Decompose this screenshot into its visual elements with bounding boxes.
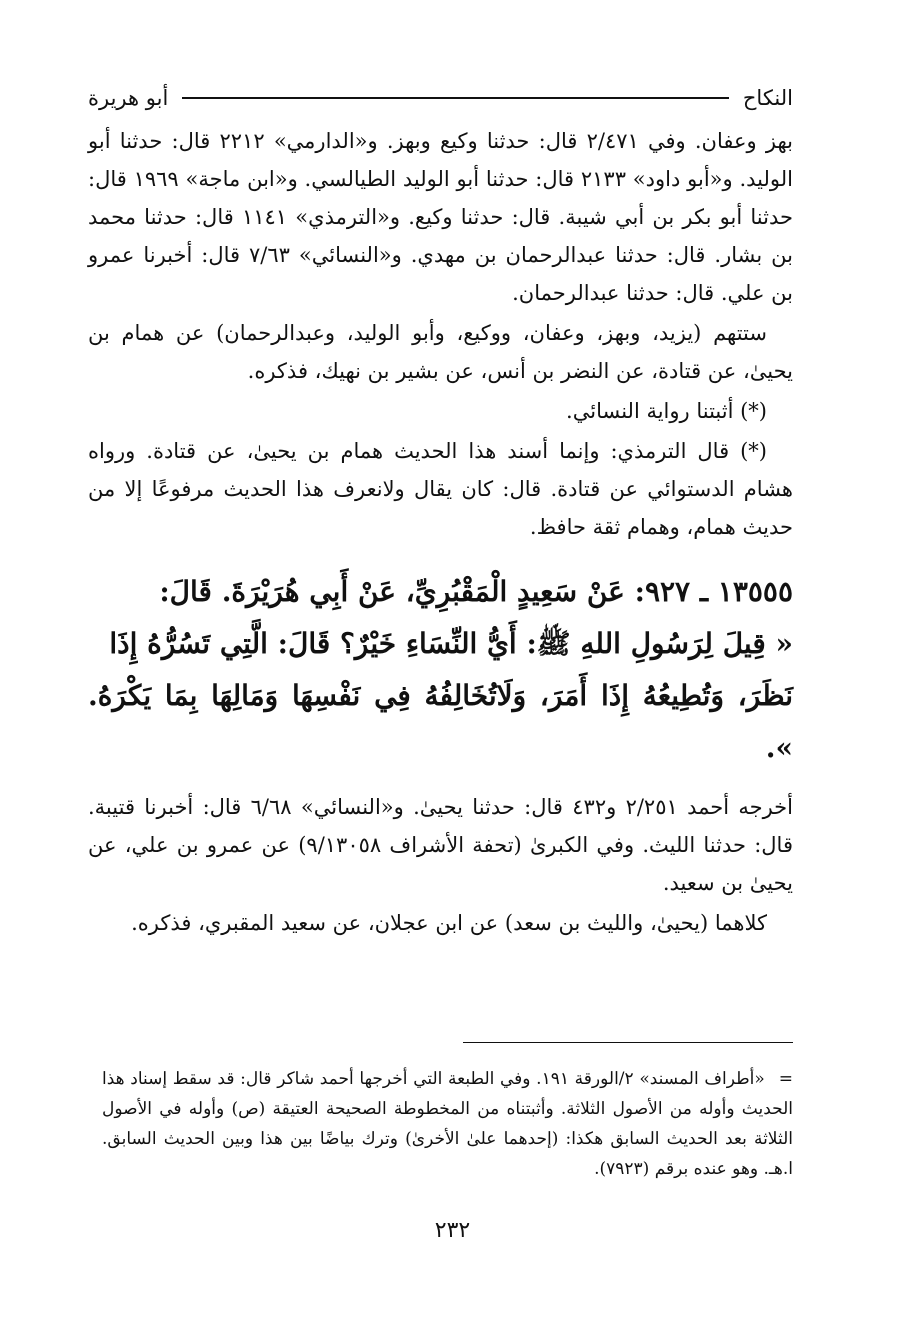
note-paragraph-2: (*) قال الترمذي: وإنما أسند هذا الحديث همام بن يحيىٰ، عن قتادة. ورواه هشام الدستوائي عن قتادة. قال: كان يقال ولانعرف هذا الحديث مرفوعًا إلا من حديث همام، وهمام ثقة حافظ. (88, 439, 793, 539)
header-chapter-title: النكاح (742, 86, 793, 110)
hadith-line: نَظَرَ، وَتُطِيعُهُ إِذَا أَمَرَ، وَلَاتُخَالِفُهُ فِي نَفْسِهَا وَمَالِهَا بِمَا يَكْرَهُ. ». (88, 679, 793, 764)
header-narrator-title: أبو هريرة (88, 86, 169, 110)
footnote-marker: = (778, 1069, 793, 1089)
note-paragraph-1: (*) أثبتنا رواية النسائي. (566, 399, 767, 423)
isnad-paragraph-2: ستتهم (يزيد، وبهز، وعفان، ووكيع، وأبو الوليد، وعبدالرحمان) عن همام بن يحيىٰ، عن قتادة، عن النضر بن أنس، عن بشير بن نهيك، فذكره. (88, 321, 793, 383)
hadith-text (88, 566, 793, 774)
footnote-text: «أطراف المسند» ٢/الورقة ١٩١. وفي الطبعة التي أخرجها أحمد شاكر قال: قد سقط إسناد هذا الحديث وأوله من الأصول الثلاثة. وأثبتناه من المخطوطة الصحيحة العتيقة (ص) وأوله في الأصول الثلاثة بعد الحديث السابق هكذا: (إحدهما علىٰ الأخرىٰ) وترك بياضًا بين هذا وبين الحديث السابق. ا.هـ. وهو عنده برقم (٧٩٢٣). (102, 1069, 793, 1179)
hadith-line: « قِيلَ لِرَسُولِ اللهِ ﷺ: أَيُّ النِّسَاءِ خَيْرٌ؟ قَالَ: الَّتِي تَسُرُّهُ إِذَا (109, 627, 793, 660)
footnote-separator (463, 1042, 793, 1043)
page-number: ٢٣٢ (434, 1218, 471, 1243)
takhrij-paragraph-1: أخرجه أحمد ٢/٢٥١ و٤٣٢ قال: حدثنا يحيىٰ. و«النسائي» ٦/٦٨ قال: أخبرنا قتيبة. قال: حدثنا الليث. وفي الكبرىٰ (تحفة الأشراف ٩/١٣٠٥٨) عن عمرو بن علي، عن يحيىٰ بن سعيد. (88, 795, 793, 895)
isnad-paragraph-1: بهز وعفان. وفي ٢/٤٧١ قال: حدثنا وكيع وبهز. و«الدارمي» ٢٢١٢ قال: حدثنا أبو الوليد. و«أبو داود» ٢١٣٣ قال: حدثنا أبو الوليد الطيالسي. و«ابن ماجة» ١٩٦٩ قال: حدثنا أبو بكر بن أبي شيبة. قال: حدثنا وكيع. و«الترمذي» ١١٤١ قال: حدثنا محمد بن بشار. قال: حدثنا عبدالرحمان بن مهدي. و«النسائي» ٧/٦٣ قال: أخبرنا عمرو بن علي. قال: حدثنا عبدالرحمان. (88, 129, 793, 305)
takhrij-paragraph-2: كلاهما (يحيىٰ، والليث بن سعد) عن ابن عجلان، عن سعيد المقبري، فذكره. (131, 911, 767, 935)
main-text (88, 122, 793, 942)
footnote (102, 1064, 793, 1184)
header-rule (182, 97, 729, 99)
running-header (88, 78, 793, 118)
hadith-line: ١٣٥٥٥ ـ ٩٢٧: عَنْ سَعِيدٍ الْمَقْبُرِيِّ، عَنْ أَبِي هُرَيْرَةَ. قَالَ: (159, 575, 793, 608)
